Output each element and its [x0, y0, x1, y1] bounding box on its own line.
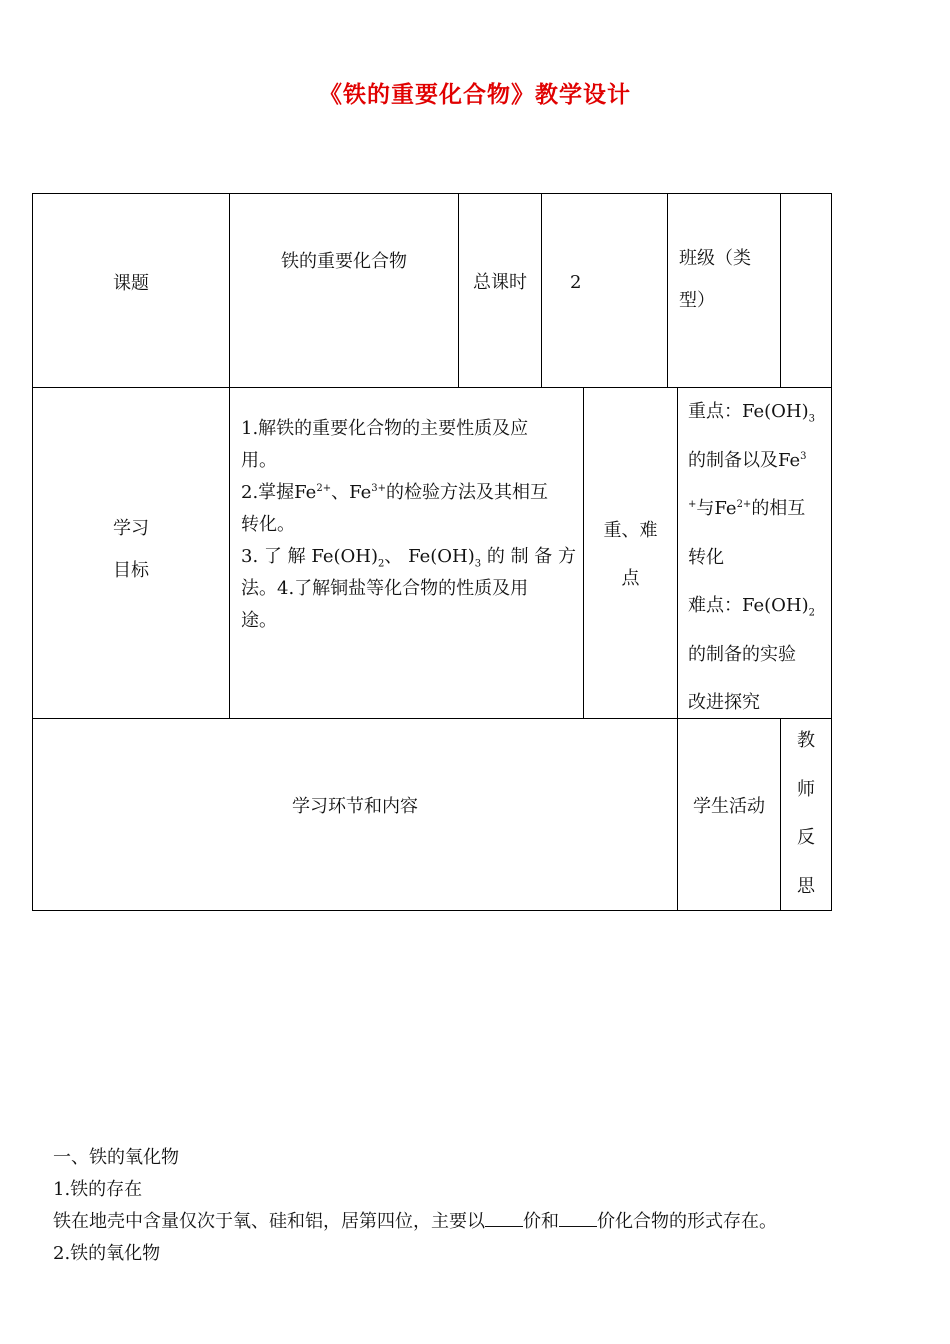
subheading-2: 2.铁的氧化物 [53, 1243, 161, 1264]
key-points: 重点：$Fe(OH)_3$ 的制备以及Fe$^3$ +与$Fe^{2+}$的相互 转化 难点：$Fe(OH)_2$ 的制备的实验 改进探究 [688, 401, 816, 713]
key-points-label: 重、难 点 [603, 520, 658, 589]
page-title: 《铁的重要化合物》教学设计 [319, 81, 631, 108]
total-hours-value: 2 [570, 272, 582, 293]
reflection-header: 教 师 反 思 [797, 730, 815, 897]
topic-value: 铁的重要化合物 [281, 251, 407, 272]
class-type-label: 班级（类 型） [679, 248, 751, 311]
fill-blank [559, 1208, 597, 1227]
total-hours-label: 总课时 [473, 272, 527, 293]
learning-goals: 1.解铁的重要化合物的主要性质及应 用。 2.掌握$Fe^{2+}$、$Fe^{3+}$的检验方法及其相互 转化。 3. 了 解 $Fe(OH)_2$、 $Fe(OH)_3$ 的 制 备 方 法。4.了解铜盐等化合物的性质及用 途。 [241, 418, 577, 631]
paragraph-1: 铁在地壳中含量仅次于氧、硅和铝，居第四位，主要以 价和 价化合物的形式存在。 [53, 1206, 777, 1238]
fill-blank [485, 1208, 523, 1227]
goals-label: 学习 目标 [113, 518, 149, 581]
topic-label: 课题 [113, 273, 149, 294]
content-header: 学习环节和内容 [292, 796, 418, 817]
section-heading: 一、铁的氧化物 [53, 1147, 179, 1168]
activity-header: 学生活动 [693, 796, 765, 817]
subheading-1: 1.铁的存在 [53, 1179, 143, 1200]
